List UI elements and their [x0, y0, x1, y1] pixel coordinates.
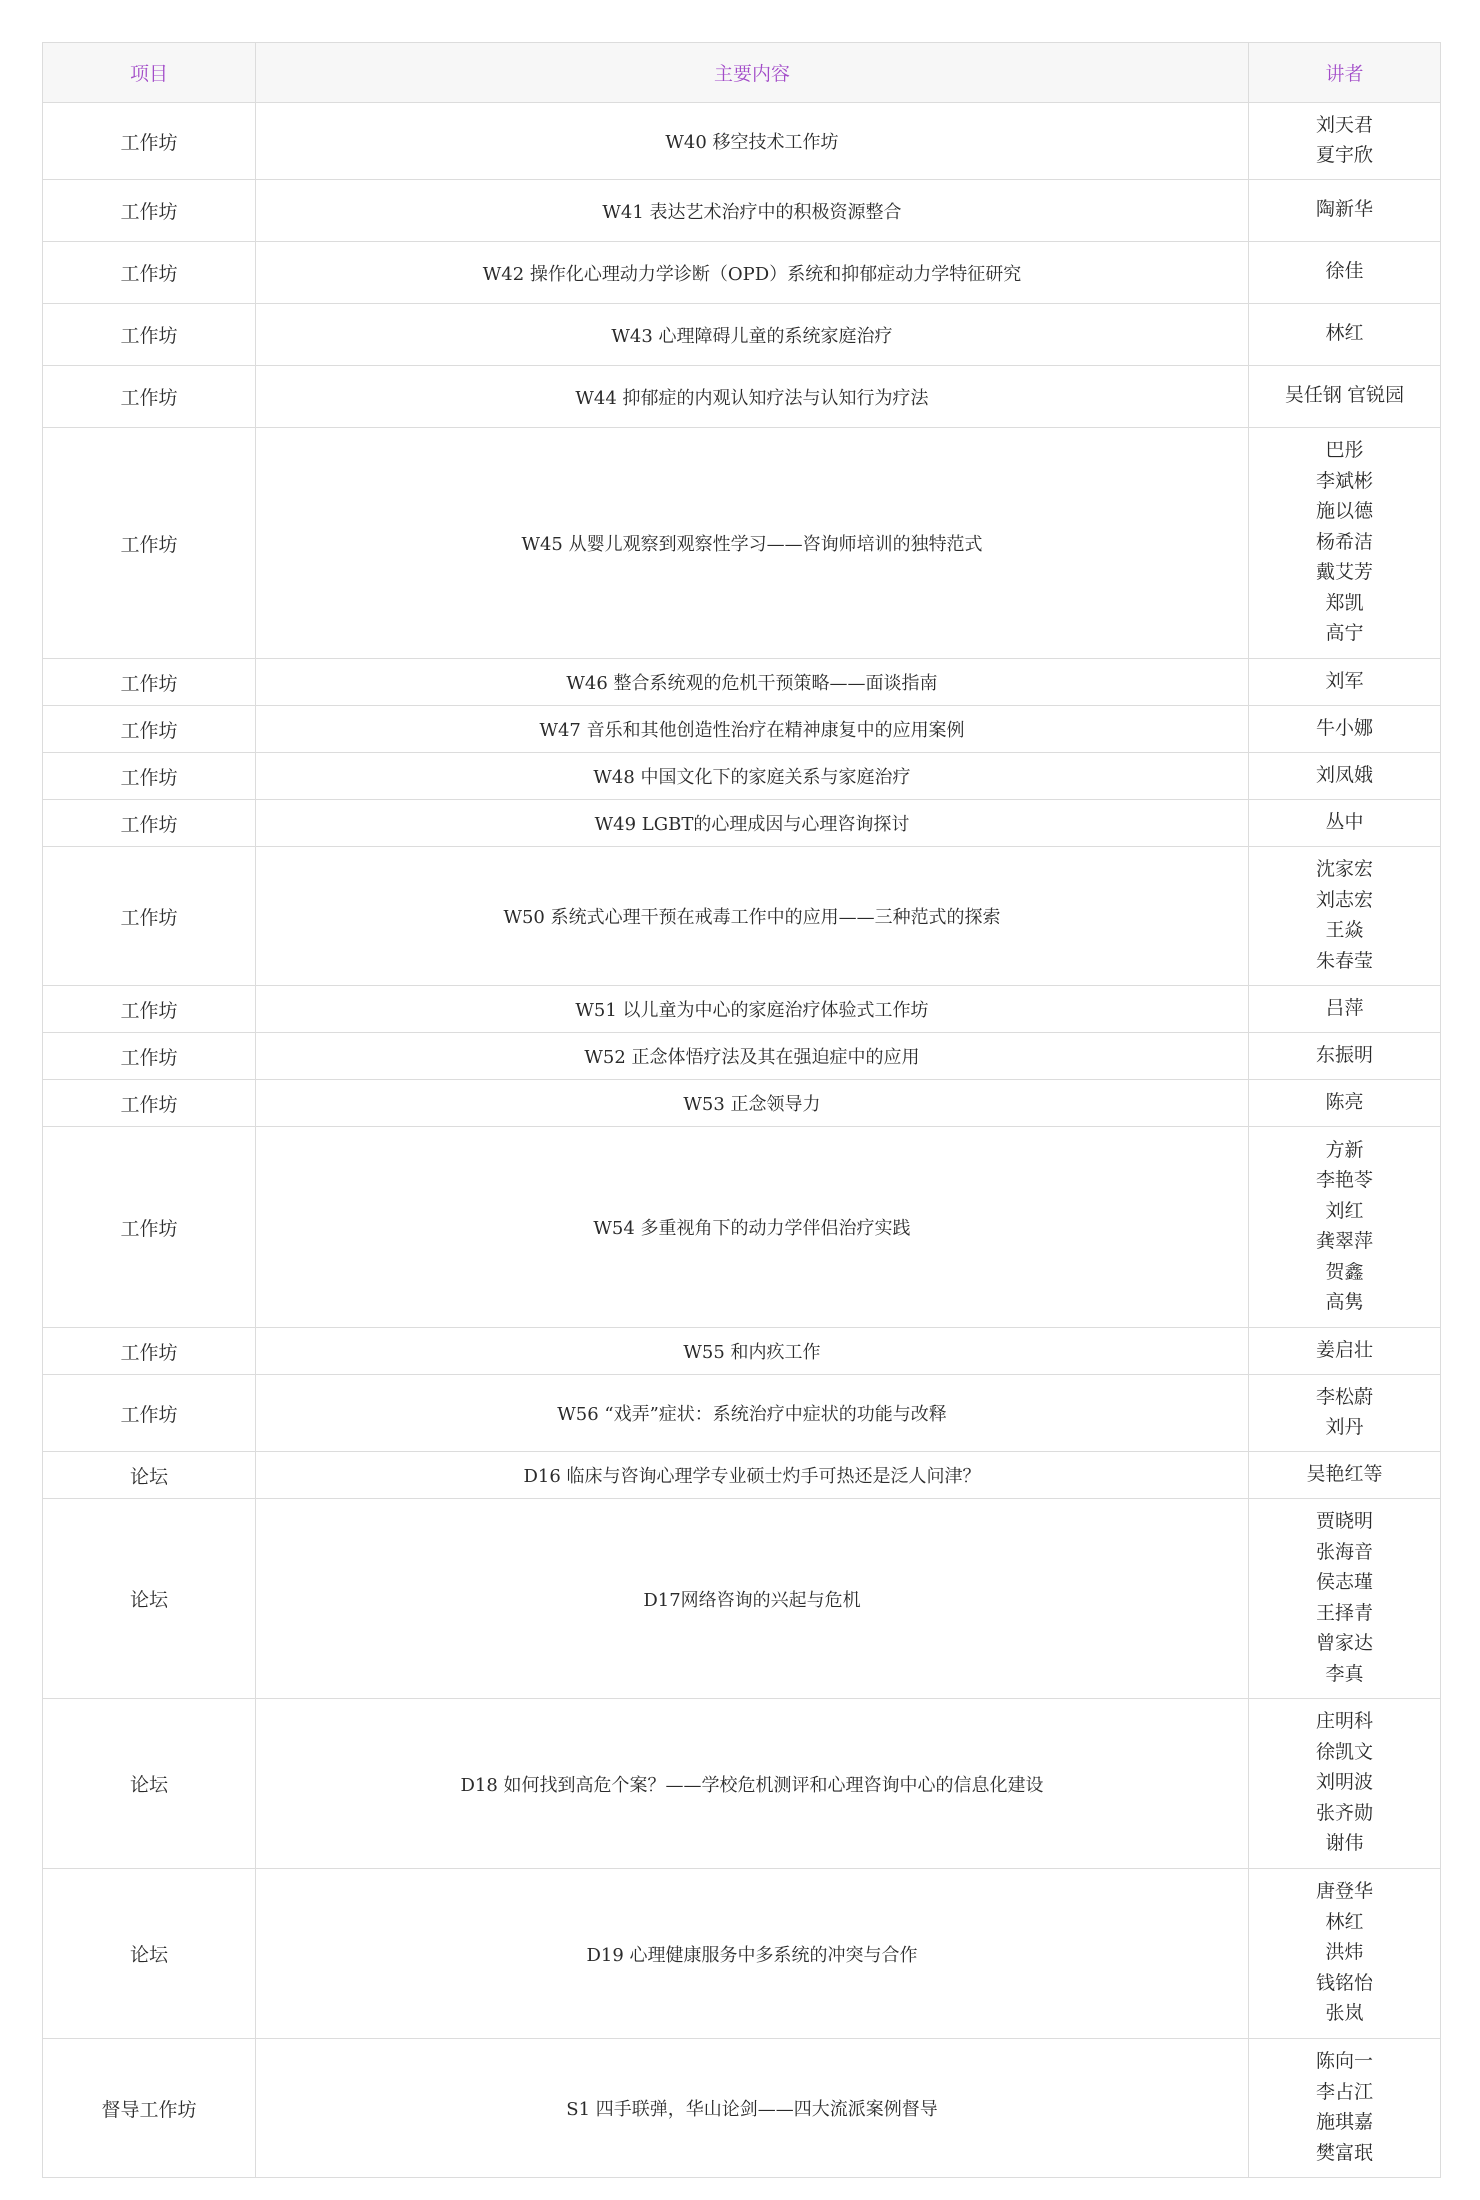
- speaker-name: 杨希洁: [1315, 531, 1373, 553]
- main-content-cell: W47 音乐和其他创造性治疗在精神康复中的应用案例: [256, 706, 1249, 753]
- project-type-cell: 督导工作坊: [43, 2039, 256, 2178]
- speaker-cell: [1249, 1499, 1441, 1699]
- main-content-cell: W51 以儿童为中心的家庭治疗体验式工作坊: [256, 986, 1249, 1033]
- speaker-cell: [1249, 428, 1441, 659]
- speaker-name: 庄明科: [1315, 1711, 1373, 1733]
- speaker-name: 沈家宏: [1315, 859, 1373, 880]
- speaker-cell: [1249, 180, 1441, 242]
- speaker-name: 林红: [1325, 1911, 1364, 1933]
- speaker-name: 刘凤娥: [1315, 764, 1373, 786]
- table-row: [43, 1699, 1441, 1869]
- speaker-name: 贾晓明: [1315, 1511, 1373, 1532]
- speaker-name: 刘志宏: [1315, 889, 1373, 911]
- project-type-cell: 工作坊: [43, 304, 256, 366]
- table-row: [43, 706, 1441, 753]
- speaker-name: 侯志瑾: [1315, 1572, 1373, 1593]
- speaker-name: 刘天君: [1315, 114, 1373, 136]
- speaker-name: 李松蔚: [1315, 1386, 1373, 1408]
- main-content-cell: W53 正念领导力: [256, 1080, 1249, 1127]
- project-type-cell: 工作坊: [43, 706, 256, 753]
- main-content-cell: S1 四手联弹，华山论剑——四大流派案例督导: [256, 2039, 1249, 2178]
- speaker-name: 钱铭怡: [1315, 1972, 1373, 1994]
- project-type-cell: 工作坊: [43, 366, 256, 428]
- speaker-cell: [1249, 103, 1441, 180]
- speaker-cell: [1249, 2039, 1441, 2178]
- table-row: [43, 800, 1441, 847]
- speaker-name: 施琪嘉: [1315, 2112, 1373, 2133]
- project-type-cell: 工作坊: [43, 1127, 256, 1328]
- speaker-name: 徐佳: [1325, 261, 1364, 283]
- table-row: [43, 242, 1441, 304]
- main-content-cell: W50 系统式心理干预在戒毒工作中的应用——三种范式的探索: [256, 847, 1249, 986]
- table-body: [43, 103, 1441, 2178]
- table-row: [43, 1328, 1441, 1375]
- table-row: [43, 847, 1441, 986]
- speaker-name: 吴艳红等: [1306, 1463, 1383, 1485]
- project-type-cell: 工作坊: [43, 800, 256, 847]
- table-row: [43, 103, 1441, 180]
- project-type-cell: 工作坊: [43, 1033, 256, 1080]
- speaker-name: 张岚: [1325, 2003, 1364, 2025]
- speaker-name: 陈向一: [1315, 2051, 1373, 2072]
- speaker-name: 巴彤: [1325, 440, 1364, 462]
- program-table: [42, 42, 1441, 2178]
- speaker-name: 林红: [1325, 323, 1364, 345]
- speaker-name: 贺鑫: [1325, 1261, 1364, 1283]
- speaker-name: 王择青: [1315, 1602, 1373, 1624]
- speaker-name: 高隽: [1325, 1292, 1364, 1313]
- table-header-row: [43, 43, 1441, 103]
- speaker-name: 刘军: [1325, 670, 1364, 692]
- main-content-cell: D19 心理健康服务中多系统的冲突与合作: [256, 1869, 1249, 2039]
- project-type-cell: 论坛: [43, 1869, 256, 2039]
- speaker-name: 东振明: [1315, 1044, 1373, 1066]
- speaker-name: 姜启壮: [1315, 1339, 1373, 1361]
- speaker-cell: [1249, 800, 1441, 847]
- speaker-cell: [1249, 1869, 1441, 2039]
- speaker-cell: [1249, 1375, 1441, 1452]
- speaker-cell: [1249, 1328, 1441, 1375]
- speaker-name: 洪炜: [1325, 1942, 1364, 1964]
- main-content-cell: W48 中国文化下的家庭关系与家庭治疗: [256, 753, 1249, 800]
- header-speaker: 讲者: [1249, 43, 1441, 103]
- speaker-name: 刘红: [1325, 1200, 1364, 1222]
- speaker-cell: [1249, 1127, 1441, 1328]
- main-content-cell: W46 整合系统观的危机干预策略——面谈指南: [256, 659, 1249, 706]
- speaker-name: 李艳苓: [1315, 1170, 1373, 1191]
- table-row: [43, 180, 1441, 242]
- project-type-cell: 工作坊: [43, 103, 256, 180]
- speaker-name: 李斌彬: [1315, 470, 1373, 492]
- speaker-name: 刘丹: [1325, 1417, 1364, 1438]
- speaker-name: 刘明波: [1315, 1772, 1373, 1794]
- main-content-cell: D16 临床与咨询心理学专业硕士灼手可热还是泛人问津？: [256, 1452, 1249, 1499]
- project-type-cell: 论坛: [43, 1452, 256, 1499]
- project-type-cell: 工作坊: [43, 1375, 256, 1452]
- speaker-name: 牛小娜: [1315, 717, 1373, 739]
- speaker-name: 高宁: [1325, 623, 1364, 645]
- main-content-cell: W45 从婴儿观察到观察性学习——咨询师培训的独特范式: [256, 428, 1249, 659]
- speaker-cell: [1249, 242, 1441, 304]
- table-row: [43, 304, 1441, 366]
- main-content-cell: W55 和内疚工作: [256, 1328, 1249, 1375]
- table-row: [43, 1452, 1441, 1499]
- table-row: [43, 1127, 1441, 1328]
- speaker-name: 张齐勋: [1315, 1802, 1373, 1824]
- project-type-cell: 工作坊: [43, 1080, 256, 1127]
- main-content-cell: W42 操作化心理动力学诊断（OPD）系统和抑郁症动力学特征研究: [256, 242, 1249, 304]
- project-type-cell: 工作坊: [43, 986, 256, 1033]
- speaker-name: 徐凯文: [1315, 1741, 1373, 1763]
- table-row: [43, 753, 1441, 800]
- speaker-name: 陈亮: [1325, 1091, 1364, 1113]
- speaker-name: 戴艾芳: [1315, 562, 1373, 584]
- speaker-cell: [1249, 1452, 1441, 1499]
- speaker-name: 方新: [1325, 1139, 1364, 1161]
- table-row: [43, 428, 1441, 659]
- main-content-cell: W52 正念体悟疗法及其在强迫症中的应用: [256, 1033, 1249, 1080]
- speaker-cell: [1249, 1699, 1441, 1869]
- speaker-name: 陶新华: [1315, 199, 1373, 221]
- speaker-name: 张海音: [1315, 1541, 1373, 1563]
- project-type-cell: 工作坊: [43, 1328, 256, 1375]
- speaker-cell: [1249, 1080, 1441, 1127]
- project-type-cell: 论坛: [43, 1499, 256, 1699]
- table-row: [43, 2039, 1441, 2178]
- header-project: 项目: [43, 43, 256, 103]
- speaker-name: 施以德: [1315, 501, 1373, 523]
- speaker-cell: [1249, 304, 1441, 366]
- main-content-cell: W40 移空技术工作坊: [256, 103, 1249, 180]
- project-type-cell: 工作坊: [43, 753, 256, 800]
- project-type-cell: 工作坊: [43, 428, 256, 659]
- program-table-container: [42, 42, 1440, 2178]
- main-content-cell: W56 “戏弄”症状：系统治疗中症状的功能与改释: [256, 1375, 1249, 1452]
- main-content-cell: D18 如何找到高危个案？——学校危机测评和心理咨询中心的信息化建设: [256, 1699, 1249, 1869]
- project-type-cell: 工作坊: [43, 659, 256, 706]
- project-type-cell: 工作坊: [43, 847, 256, 986]
- speaker-name: 王焱: [1325, 920, 1364, 941]
- main-content-cell: W49 LGBT的心理成因与心理咨询探讨: [256, 800, 1249, 847]
- speaker-name: 郑凯: [1325, 592, 1364, 614]
- main-content-cell: W44 抑郁症的内观认知疗法与认知行为疗法: [256, 366, 1249, 428]
- project-type-cell: 论坛: [43, 1699, 256, 1869]
- speaker-name: 夏宇欣: [1315, 145, 1373, 166]
- main-content-cell: D17网络咨询的兴起与危机: [256, 1499, 1249, 1699]
- speaker-name: 李真: [1325, 1663, 1364, 1685]
- table-row: [43, 1375, 1441, 1452]
- speaker-name: 朱春莹: [1315, 950, 1373, 972]
- speaker-name: 吕萍: [1325, 997, 1364, 1019]
- speaker-name: 龚翠萍: [1315, 1231, 1373, 1252]
- speaker-name: 吴任钢 官锐园: [1284, 385, 1405, 407]
- table-row: [43, 659, 1441, 706]
- table-row: [43, 1033, 1441, 1080]
- speaker-cell: [1249, 1033, 1441, 1080]
- speaker-cell: [1249, 753, 1441, 800]
- speaker-cell: [1249, 659, 1441, 706]
- project-type-cell: 工作坊: [43, 180, 256, 242]
- header-main-content: 主要内容: [256, 43, 1249, 103]
- speaker-name: 谢伟: [1325, 1833, 1364, 1855]
- table-row: [43, 1080, 1441, 1127]
- speaker-cell: [1249, 986, 1441, 1033]
- speaker-name: 唐登华: [1315, 1881, 1373, 1903]
- speaker-cell: [1249, 706, 1441, 753]
- main-content-cell: W43 心理障碍儿童的系统家庭治疗: [256, 304, 1249, 366]
- table-row: [43, 986, 1441, 1033]
- table-row: [43, 1499, 1441, 1699]
- speaker-name: 曾家达: [1315, 1633, 1373, 1654]
- speaker-name: 丛中: [1325, 811, 1364, 833]
- speaker-name: 李占江: [1315, 2081, 1373, 2103]
- speaker-name: 樊富珉: [1315, 2142, 1373, 2164]
- main-content-cell: W41 表达艺术治疗中的积极资源整合: [256, 180, 1249, 242]
- project-type-cell: 工作坊: [43, 242, 256, 304]
- main-content-cell: W54 多重视角下的动力学伴侣治疗实践: [256, 1127, 1249, 1328]
- table-row: [43, 366, 1441, 428]
- table-row: [43, 1869, 1441, 2039]
- speaker-cell: [1249, 847, 1441, 986]
- speaker-cell: [1249, 366, 1441, 428]
